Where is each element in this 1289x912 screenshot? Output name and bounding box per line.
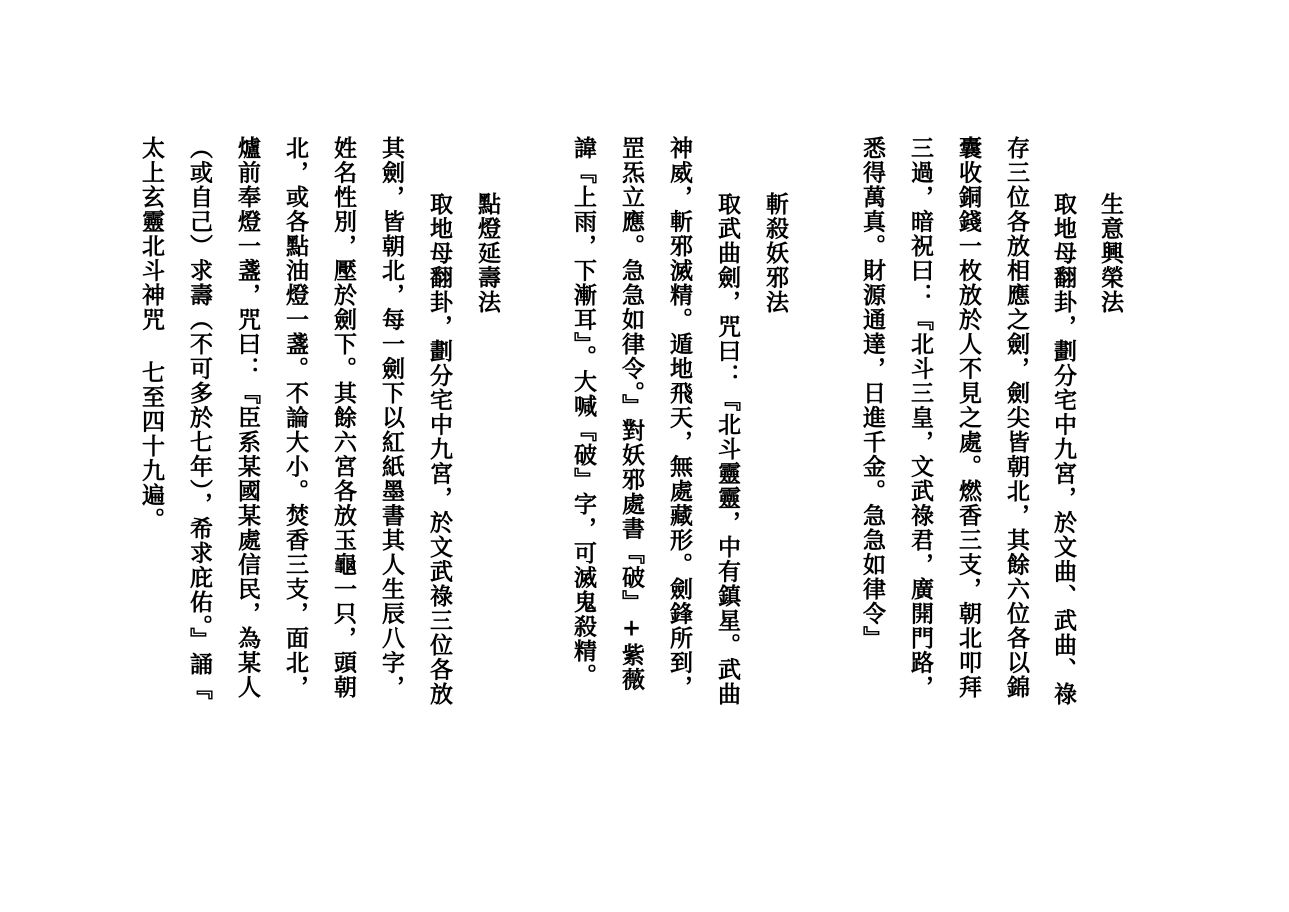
section-1-title: 生意興榮法 (1097, 192, 1124, 315)
section-1-line-1: 取地母翻卦，劃分宅中九宮，於文曲、武曲、祿 (1050, 192, 1077, 707)
section-2-title: 斬殺妖邪法 (762, 192, 789, 315)
section-2-line-2: 神威，斬邪滅精。遁地飛天，無處藏形。劍鋒所到， (666, 136, 693, 700)
section-2-line-3: 罡炁立應。急急如律令。』對妖邪處書『破』+紫薇 (618, 136, 645, 692)
section-3-line-6: （或自己）求壽（不可多於七年），希求庇佑。』誦『 (186, 136, 213, 701)
section-3-line-2: 其劍，皆朝北，每一劍下以紅紙墨書其人生辰八字， (378, 136, 405, 700)
section-3-line-3: 姓名性別，壓於劍下。其餘六宮各放玉龜一只，頭朝 (330, 136, 357, 700)
section-2-line-1: 取武曲劍，咒曰：『北斗靈靈，中有鎮星。武曲 (714, 192, 741, 707)
section-1-line-5: 悉得萬真。財源通達，日進千金。急急如律令』 (859, 136, 886, 651)
section-1-line-4: 三過，暗祝曰：『北斗三皇，文武祿君，廣開門路， (907, 136, 934, 700)
section-3-line-5: 爐前奉燈一盞，咒曰：『臣系某國某處信民，為某人 (234, 136, 261, 700)
section-1-line-2: 存三位各放相應之劍，劍尖皆朝北，其餘六位各以錦 (1003, 136, 1030, 700)
section-3-line-1: 取地母翻卦，劃分宅中九宮，於文武祿三位各放 (426, 192, 453, 707)
section-3-line-7: 太上玄靈北斗神咒 七至四十九遍。 (138, 136, 165, 532)
section-3-line-4: 北，或各點油燈一盞。不論大小。焚香三支，面北， (282, 136, 309, 700)
section-2-line-4: 諱『上雨，下漸耳』。大喊『破』字，可滅鬼殺精。 (570, 136, 597, 688)
section-3-title: 點燈延壽法 (474, 192, 501, 315)
section-1-line-3: 囊收銅錢一枚放於人不見之處。燃香三支，朝北叩拜 (955, 136, 982, 700)
